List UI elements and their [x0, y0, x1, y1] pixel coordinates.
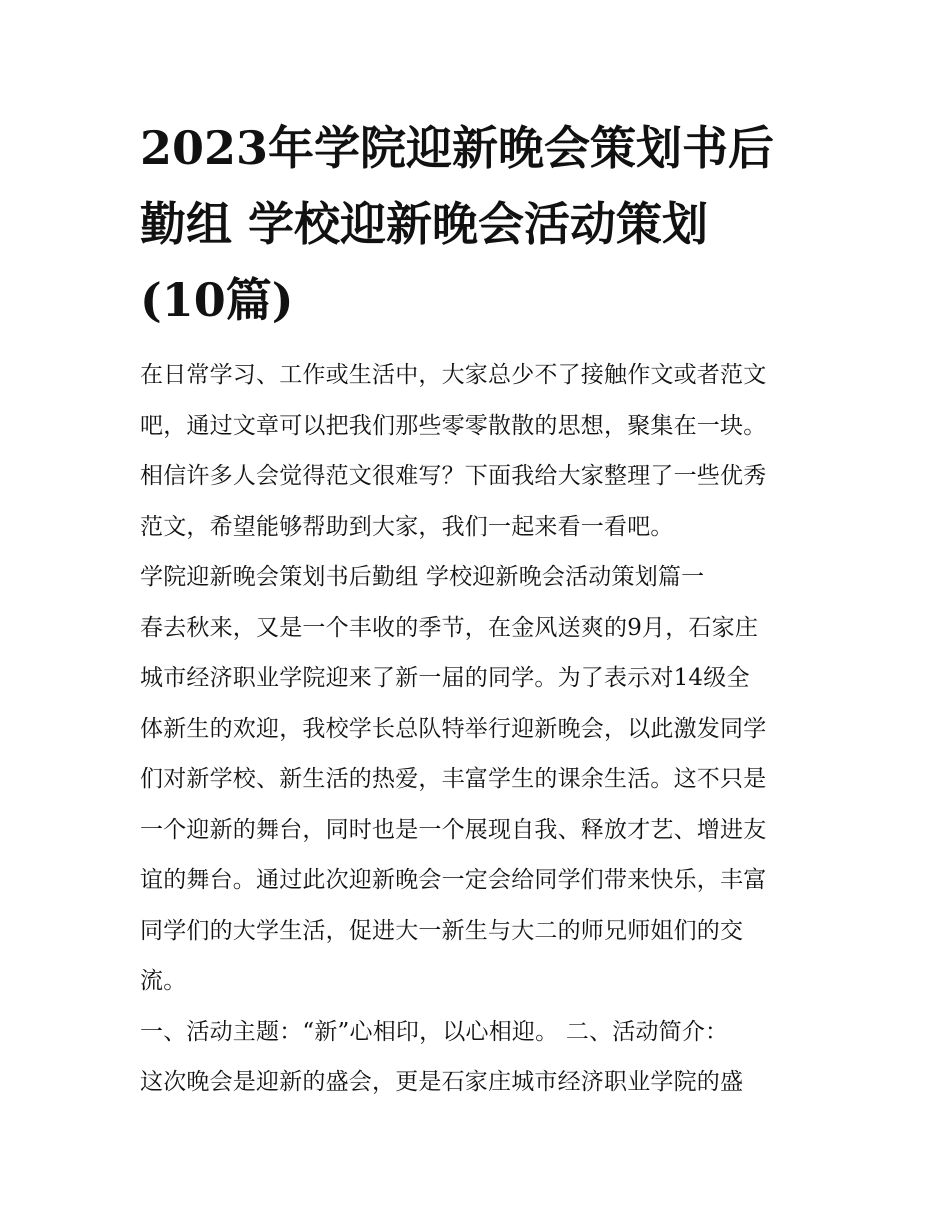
text-line: 吧，通过文章可以把我们那些零零散散的思想，聚集在一块。: [140, 412, 767, 439]
text-line: 同学们的大学生活，促进大一新生与大二的师兄师姐们的交: [140, 917, 744, 944]
title-line: 2023年学院迎新晚会策划书后: [140, 121, 775, 175]
title-line: (10篇): [140, 273, 294, 327]
text-line: 一、活动主题：“新”心相印，以心相迎。 二、活动简介：: [140, 1018, 729, 1045]
text-line: 谊的舞台。通过此次迎新晚会一定会给同学们带来快乐，丰富: [140, 867, 767, 893]
document-title: [140, 110, 820, 338]
document-page: [140, 110, 820, 1108]
text-line: 这次晚会是迎新的盛会，更是石家庄城市经济职业学院的盛: [140, 1069, 744, 1095]
text-line: 一个迎新的舞台，同时也是一个展现自我、释放才艺、增进友: [140, 816, 767, 843]
text-line: 们对新学校、新生活的热爱，丰富学生的课余生活。这不只是: [140, 766, 767, 792]
theme-paragraph: [140, 1007, 820, 1108]
text-line: 体新生的欢迎，我校学长总队特举行迎新晚会，以此激发同学: [140, 715, 767, 742]
text-line: 城市经济职业学院迎来了新一届的同学。为了表示对14级全: [140, 665, 750, 691]
text-line: 相信许多人会觉得范文很难写？下面我给大家整理了一些优秀: [140, 463, 767, 489]
text-line: 范文，希望能够帮助到大家，我们一起来看一看吧。: [140, 513, 674, 540]
text-line: 学院迎新晚会策划书后勤组 学校迎新晚会活动策划篇一: [140, 564, 705, 590]
section-heading: [140, 552, 820, 603]
text-line: 流。: [140, 968, 187, 994]
title-line: 勤组 学校迎新晚会活动策划: [140, 197, 709, 251]
text-line: 在日常学习、工作或生活中，大家总少不了接触作文或者范文: [140, 362, 767, 388]
text-line: 春去秋来，又是一个丰收的季节，在金风送爽的9月，石家庄: [140, 614, 759, 641]
body-paragraph: [140, 603, 820, 1007]
intro-paragraph: [140, 350, 820, 552]
